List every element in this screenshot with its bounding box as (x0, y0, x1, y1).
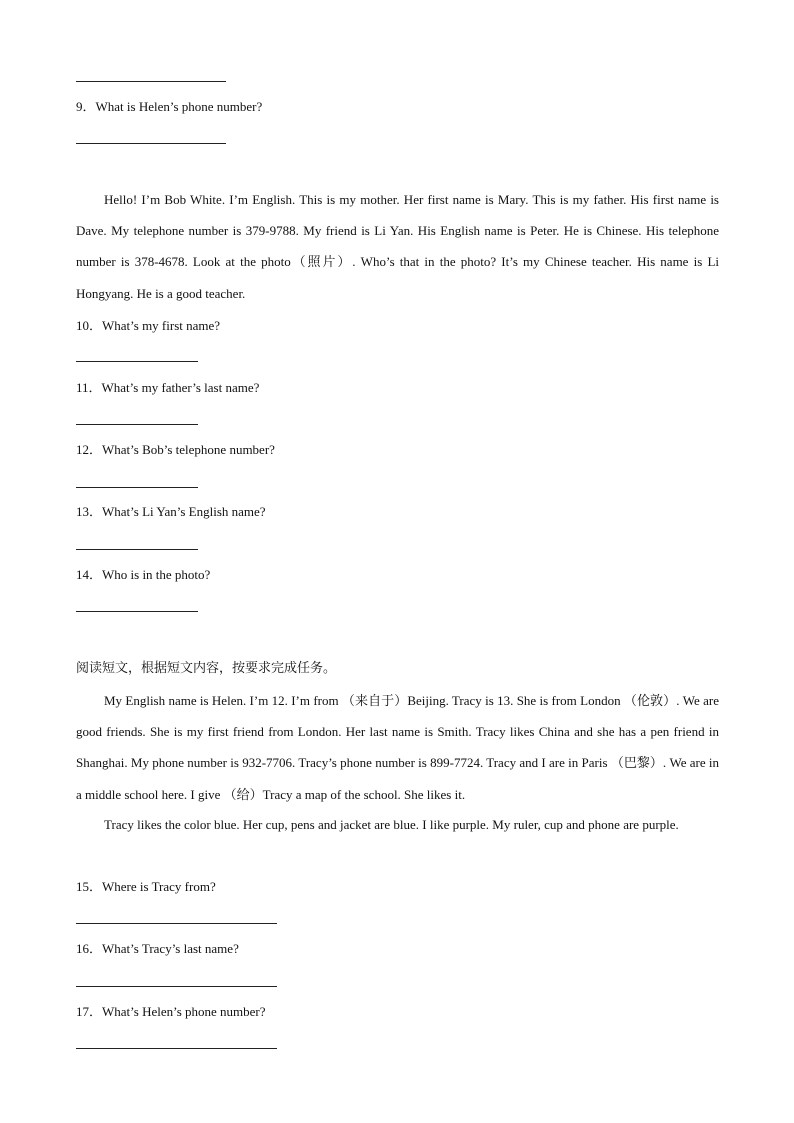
passage-2-paragraph-1: My English name is Helen. I’m 12. I’m from （来自于）Beijing. Tracy is 13. She is from London （伦敦）. We are good friends. She is my first friend from London. Her last name is Smith. Tracy likes China and she has a pen friend in Shanghai. My phone number is 932-7706. Tracy’s phone number is 899-7724. Tracy and I are in Paris （巴黎）. We are in a middle school here. I give （给）Tracy a map of the school. She likes it. (76, 693, 719, 802)
answer-line (76, 361, 198, 362)
answer-line (76, 923, 277, 924)
answer-line (76, 143, 226, 144)
answer-line (76, 611, 198, 612)
instruction-heading: 阅读短文，根据短文内容，按要求完成任务。 (76, 661, 337, 676)
answer-line (76, 549, 198, 550)
question-15: 15．Where is Tracy from? (76, 879, 216, 894)
question-14: 14．Who is in the photo? (76, 567, 211, 582)
question-13: 13．What’s Li Yan’s English name? (76, 504, 266, 519)
question-11: 11．What’s my father’s last name? (76, 380, 260, 395)
answer-line (76, 986, 277, 987)
passage-2-paragraph-2: Tracy likes the color blue. Her cup, pens and jacket are blue. I like purple. My ruler, cup and phone are purple. (104, 817, 679, 832)
question-12: 12．What’s Bob’s telephone number? (76, 442, 275, 457)
question-10: 10．What’s my first name? (76, 318, 221, 333)
question-9: 9．What is Helen’s phone number? (76, 99, 263, 114)
answer-line (76, 81, 226, 82)
answer-line (76, 1048, 277, 1049)
answer-line (76, 424, 198, 425)
question-16: 16．What’s Tracy’s last name? (76, 941, 239, 956)
answer-line (76, 487, 198, 488)
question-17: 17．What’s Helen’s phone number? (76, 1004, 266, 1019)
passage-1: Hello! I’m Bob White. I’m English. This is my mother. Her first name is Mary. This is my father. His first name is Dave. My telephone number is 379-9788. My friend is Li Yan. His English name is Peter. He is Chinese. His telephone number is 378-4678. Look at the photo（照片）. Who’s that in the photo? It’s my Chinese teacher. His name is Li Hongyang. He is a good teacher. (76, 192, 719, 301)
